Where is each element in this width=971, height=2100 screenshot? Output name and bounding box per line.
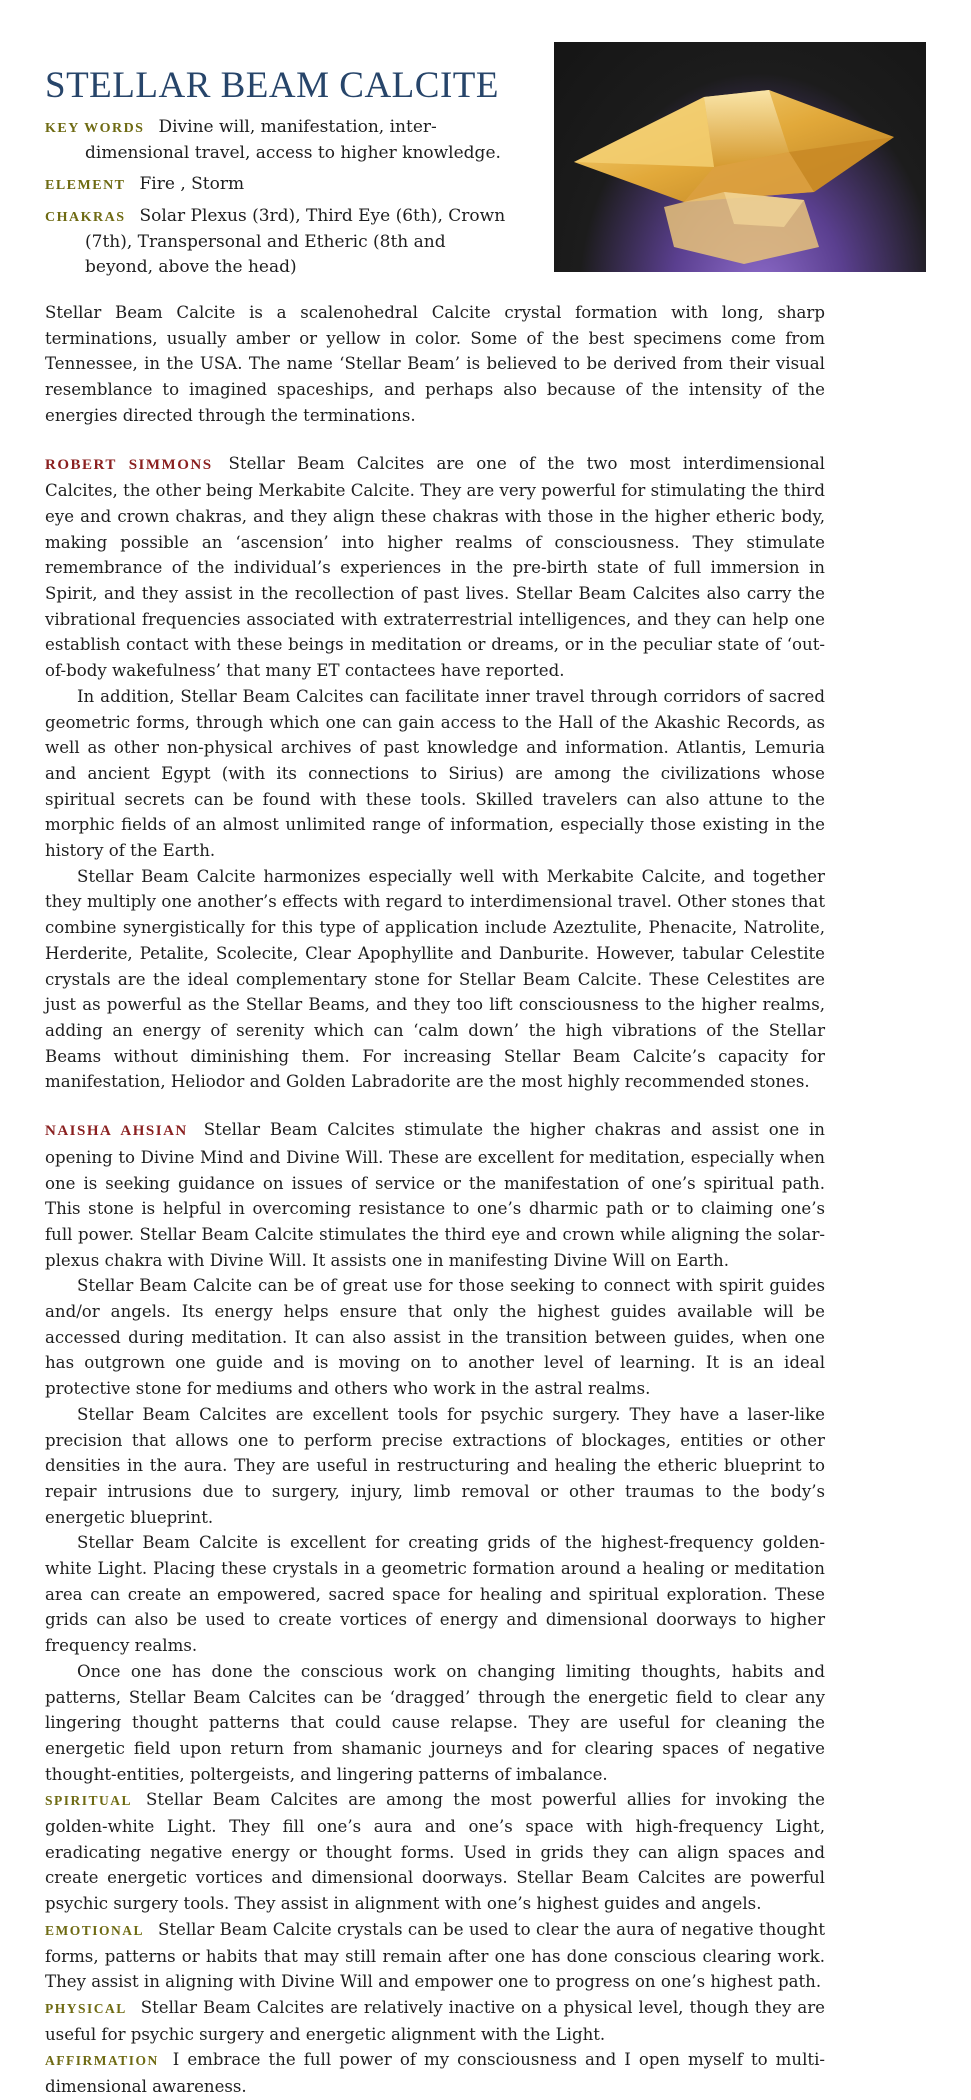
emotional-section <box>45 1917 825 1995</box>
affirmation-label: AFFIRMATION <box>45 2053 159 2069</box>
affirmation-text: I embrace the full power of my consciousness and I open myself to multi-dimensional awareness. <box>45 2050 825 2097</box>
emotional-label: EMOTIONAL <box>45 1922 145 1938</box>
intro-paragraph: Stellar Beam Calcite is a scalenohedral Calcite crystal formation with long, sharp terminations, usually amber or yellow in color. Some of the best specimens come from Tennessee, in the USA. The name ‘Stellar Beam’ is believed to be derived from their visual resemblance to imagined spaceships, and perhaps also because of the intensity of the energies directed through the terminations. <box>45 303 825 425</box>
ahsian-paragraph-2: Stellar Beam Calcite can be of great use for those seeking to connect with spirit guides and/or angels. Its energy helps ensure that only the highest guides available will be accessed during meditation. It can also assist in the transition between guides, when one has outgrown one guide and is moving on to another level of learning. It is an ideal protective stone for mediums and others who work in the astral realms. <box>45 1276 825 1399</box>
ahsian-paragraph-5: Once one has done the conscious work on changing limiting thoughts, habits and patterns, Stellar Beam Calcites can be ‘dragged’ through the energetic field to clear any lingering thought patterns that could cause relapse. They are useful for cleaning the energetic field upon return from shamanic journeys and for clearing spaces of negative thought-entities, poltergeists, and lingering patterns of imbalance. <box>45 1661 825 1784</box>
element-value: Fire , Storm <box>139 174 245 194</box>
author-robert-simmons: ROBERT SIMMONS <box>45 456 213 473</box>
meta-block <box>45 115 515 286</box>
spiritual-text: Stellar Beam Calcites are among the most powerful allies for invoking the golden-white Light. They fill one’s aura and one’s space with high-frequency Light, eradicating negative energy or thought forms. Used in grids they can align spaces and create energetic vortices and dimensional doorways. Stellar Beam Calcites are powerful psychic surgery tools. They assist in alignment with one’s highest guides and angels. <box>45 1790 825 1914</box>
ahsian-paragraph-3: Stellar Beam Calcites are excellent tools for psychic surgery. They have a laser-like precision that allows one to perform precise extractions of blockages, entities or other densities in the aura. They are useful in restructuring and healing the etheric blueprint to repair intrusions due to surgery, injury, limb removal or other traumas to the body’s energetic blueprint. <box>45 1404 825 1527</box>
chakras-value: Solar Plexus (3rd), Third Eye (6th), Crown (7th), Transpersonal and Etheric (8th and beyond, above the head) <box>85 206 506 277</box>
chakras-row <box>45 204 515 280</box>
element-row <box>45 172 515 198</box>
key-words-value: Divine will, manifestation, inter-dimensional travel, access to higher knowledge. <box>85 117 501 163</box>
ahsian-p1-text: Stellar Beam Calcites stimulate the higher chakras and assist one in opening to Divine Mind and Divine Will. These are excellent for meditation, especially when one is seeking guidance on issues of service or the manifestation of one’s spiritual path. This stone is helpful in overcoming resistance to one’s dharmic path or to claiming one’s full power. Stellar Beam Calcite stimulates the third eye and crown while aligning the solar-plexus chakra with Divine Will. It assists one in manifesting Divine Will on Earth. <box>45 1120 825 1270</box>
simmons-p1-text: Stellar Beam Calcites are one of the two most interdimensional Calcites, the other being Merkabite Calcite. They are very powerful for stimulating the third eye and crown chakras, and they align these chakras with those in the higher etheric body, making possible an ‘ascension’ into higher realms of consciousness. They stimulate remembrance of the individual’s experiences in the pre-birth state of full immersion in Spirit, and they assist in the recollection of past lives. Stellar Beam Calcites also carry the vibrational frequencies associated with extraterrestrial intelligences, and they can help one establish contact with these beings in meditation or dreams, or in the peculiar state of ‘out-of-body wakefulness’ that many ET contactees have reported. <box>45 453 825 681</box>
article-body <box>45 300 825 2100</box>
emotional-text: Stellar Beam Calcite crystals can be used to clear the aura of negative thought forms, patterns or habits that may still remain after one has done conscious clearing work. They assist in aligning with Divine Will and empower one to progress on one’s highest path. <box>45 1919 825 1992</box>
ahsian-paragraph-4: Stellar Beam Calcite is excellent for creating grids of the highest-frequency golden-white Light. Placing these crystals in a geometric formation around a healing or meditation area can create an empowered, sacred space for healing and spiritual exploration. These grids can also be used to create vortices of energy and dimensional doorways to higher frequency realms. <box>45 1533 825 1656</box>
affirmation-section <box>45 2047 825 2099</box>
physical-label: PHYSICAL <box>45 2001 127 2016</box>
spiritual-label: SPIRITUAL <box>45 1793 133 1809</box>
element-label: ELEMENT <box>45 178 126 193</box>
simmons-paragraph-3: Stellar Beam Calcite harmonizes especially well with Merkabite Calcite, and together they multiply one another’s effects with regard to interdimensional travel. Other stones that combine synergistically for this type of application include Azeztulite, Phenacite, Natrolite, Herderite, Petalite, Scolecite, Clear Apophyllite and Danburite. However, tabular Celestite crystals are the ideal complementary stone for Stellar Beam Calcite. These Celestites are just as powerful as the Stellar Beams, and they too lift consciousness to the higher realms, adding an energy of serenity which can ‘calm down’ the high vibrations of the Stellar Beams without diminishing them. For increasing Stellar Beam Calcite’s capacity for manifestation, Heliodor and Golden Labradorite are the most highly recommended stones. <box>45 866 825 1092</box>
key-words-row <box>45 115 515 166</box>
author-naisha-ahsian: NAISHA AHSIAN <box>45 1123 188 1140</box>
chakras-label: CHAKRAS <box>45 210 126 225</box>
header <box>45 0 926 288</box>
ahsian-paragraph-1 <box>45 1117 825 1273</box>
physical-text: Stellar Beam Calcites are relatively inactive on a physical level, though they are useful for psychic surgery and energetic alignment with the Light. <box>45 1998 825 2044</box>
physical-section <box>45 1995 825 2047</box>
crystal-photo <box>554 42 926 272</box>
crystal-illustration <box>554 42 926 272</box>
spiritual-section <box>45 1787 825 1917</box>
key-words-label: KEY WORDS <box>45 121 145 136</box>
simmons-paragraph-2: In addition, Stellar Beam Calcites can facilitate inner travel through corridors of sacred geometric forms, through which one can gain access to the Hall of the Akashic Records, as well as other non-physical archives of past knowledge and information. Atlantis, Lemuria and ancient Egypt (with its connections to Sirius) are among the civilizations whose spiritual secrets can be found with these tools. Skilled travelers can also attune to the morphic fields of an almost unlimited range of information, especially those existing in the history of the Earth. <box>45 686 825 861</box>
simmons-paragraph-1 <box>45 451 825 684</box>
page-title: STELLAR BEAM CALCITE <box>45 65 499 106</box>
